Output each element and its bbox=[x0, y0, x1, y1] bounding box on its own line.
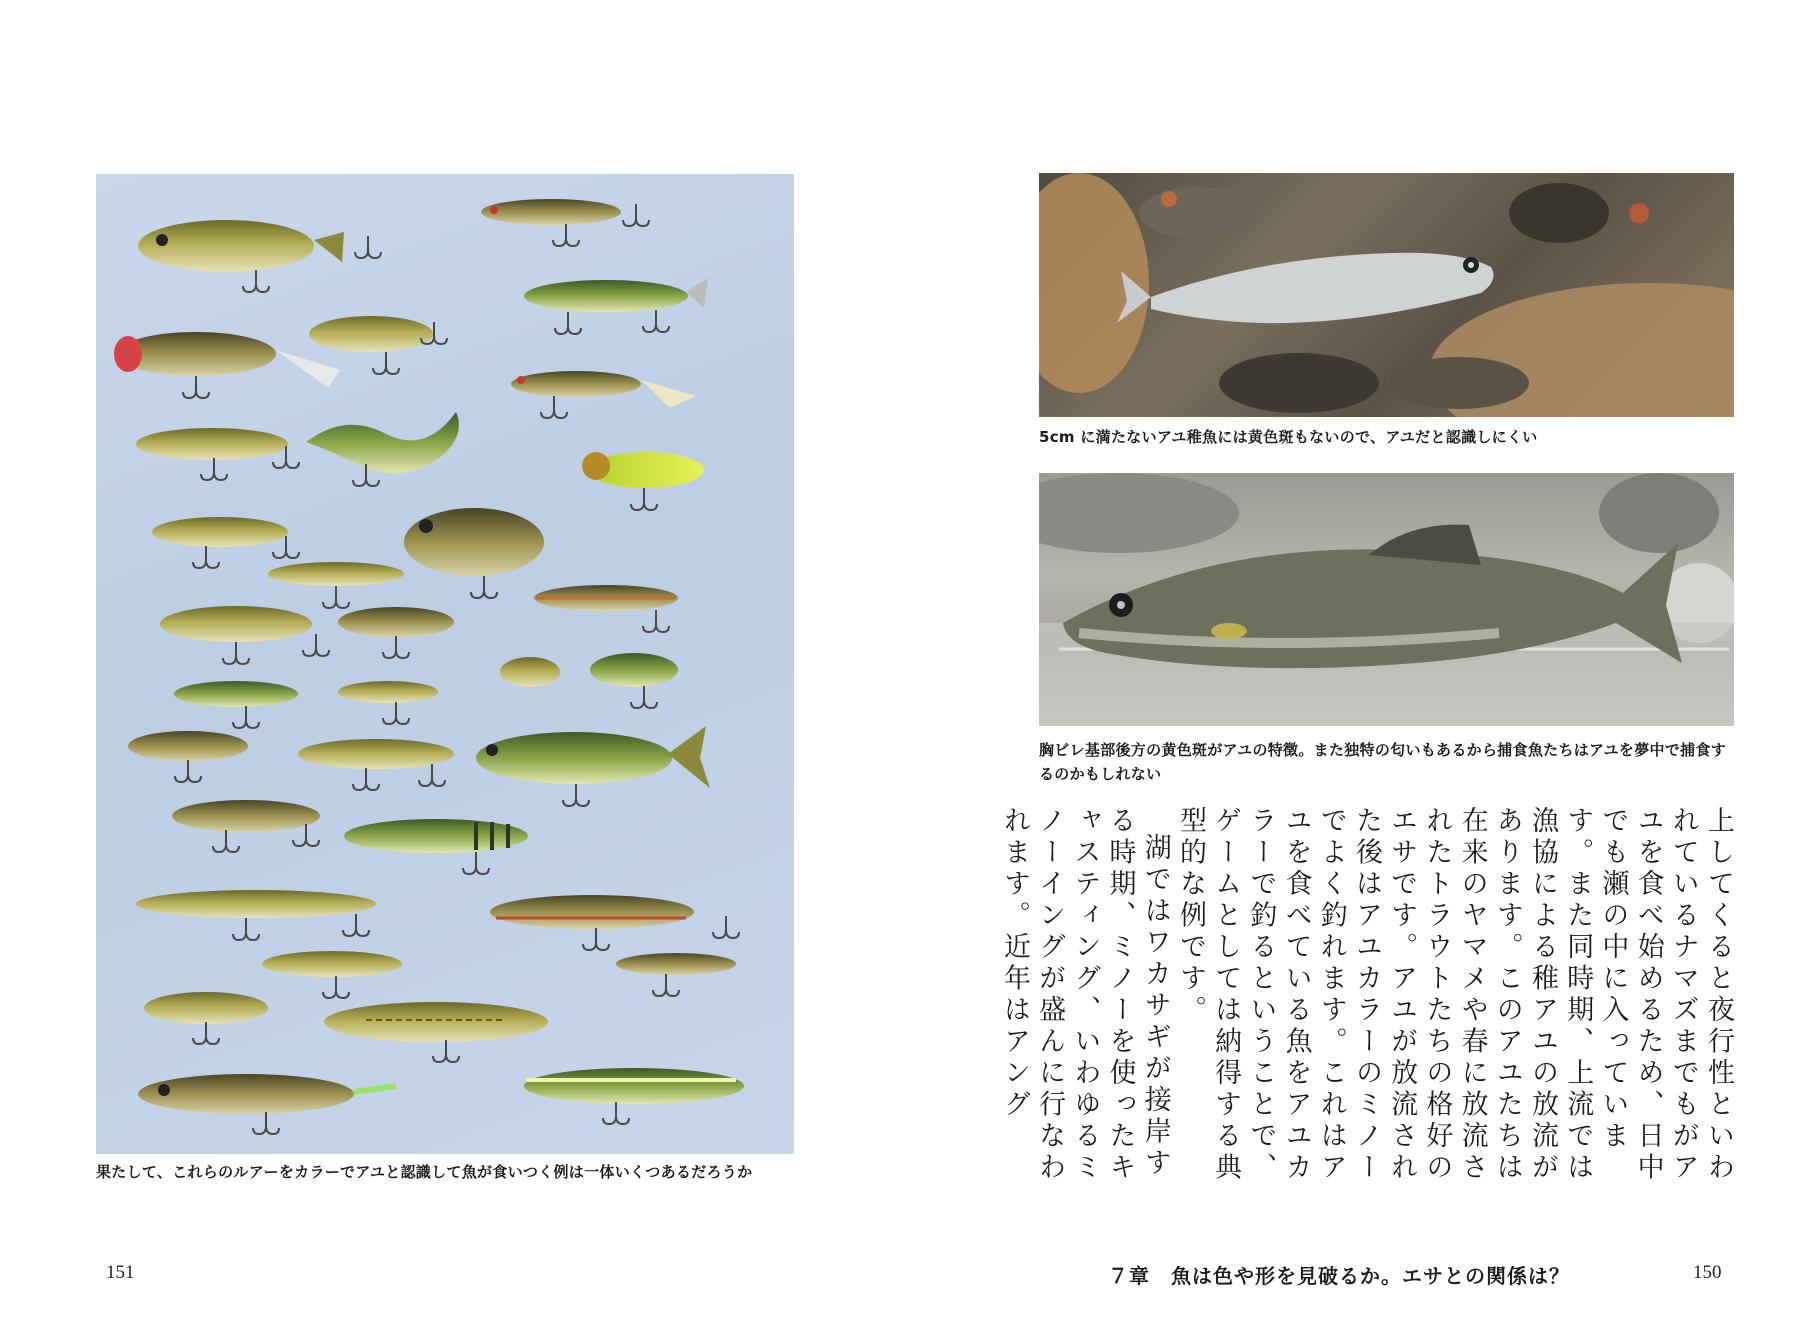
lure-32 bbox=[524, 1068, 744, 1124]
right-page-number: 150 bbox=[1693, 1262, 1722, 1283]
adult-ayu-illustration bbox=[1039, 473, 1734, 726]
lure-28 bbox=[616, 953, 736, 996]
lure-2 bbox=[481, 199, 649, 246]
adult-ayu-photo bbox=[1039, 473, 1734, 726]
body-paragraph-2: 湖ではワカサギが接岸する時期、ミノーを使ったキャスティング、いわゆるミノーイングが盛んに行なわれます。近年はアング bbox=[998, 806, 1171, 1184]
lure-collection-photo bbox=[96, 174, 794, 1154]
lure-25 bbox=[136, 890, 376, 940]
lure-20 bbox=[128, 731, 248, 782]
juvenile-photo-caption: 5cm に満たないアユ稚魚には黄色斑もないので、アユだと認識しにくい bbox=[1039, 428, 1538, 446]
lure-27 bbox=[262, 951, 402, 998]
lure-26 bbox=[490, 895, 739, 950]
lure-8 bbox=[306, 412, 459, 486]
lure-photo-caption: 果たして、これらのルアーをカラーでアユと認識して魚が食いつく例は一体いくつあるだろうか bbox=[96, 1163, 753, 1181]
lure-31 bbox=[138, 1074, 396, 1134]
lure-illustration bbox=[96, 174, 794, 1154]
chapter-running-head: ７章 魚は色や形を見破るか。エサとの関係は？ bbox=[1108, 1264, 1570, 1288]
lure-15 bbox=[534, 585, 678, 632]
juvenile-ayu-photo bbox=[1039, 173, 1734, 417]
lure-1 bbox=[138, 220, 381, 292]
lure-7 bbox=[136, 428, 299, 480]
lure-5 bbox=[309, 316, 447, 374]
lure-22-swimbait bbox=[476, 726, 710, 806]
juvenile-ayu-illustration bbox=[1039, 173, 1734, 417]
lure-12 bbox=[268, 562, 404, 608]
lure-9 bbox=[582, 452, 704, 510]
lure-13 bbox=[160, 606, 329, 664]
lure-6 bbox=[511, 371, 696, 418]
lure-21 bbox=[298, 739, 454, 790]
lure-24 bbox=[344, 819, 528, 874]
lure-11 bbox=[404, 508, 544, 598]
body-paragraph-1: 上してくると夜行性といわれているナマズまでもがアユを食べ始めるため、日中でも瀬の中に入っています。また同時期、上流では漁協による稚アユの放流があります。このアユたちは在来のヤマメや春に放流されたトラウトたちの格好のエサです。アユが放流された後はアユカラーのミノーでよく釣れます。これはアユを食べている魚をアユカラーで釣るということで、ゲームとしては納得する典型的な例です。 bbox=[1174, 806, 1734, 1184]
lure-18 bbox=[500, 657, 560, 687]
lure-14 bbox=[338, 607, 454, 658]
left-page-number: 151 bbox=[106, 1262, 135, 1283]
lure-30 bbox=[324, 1002, 548, 1062]
adult-photo-caption: 胸ビレ基部後方の黄色斑がアユの特徴。また独特の匂いもあるから捕食魚たちはアユを夢中で捕食するのかもしれない bbox=[1039, 741, 1727, 783]
lure-19 bbox=[590, 653, 678, 708]
lure-23 bbox=[172, 800, 320, 852]
lure-16 bbox=[174, 681, 298, 728]
body-text-vertical bbox=[998, 806, 1736, 1186]
lure-4 bbox=[114, 332, 340, 398]
lure-3 bbox=[524, 278, 708, 334]
lure-17 bbox=[338, 681, 438, 724]
lure-10 bbox=[152, 517, 299, 568]
lure-29 bbox=[144, 992, 268, 1044]
